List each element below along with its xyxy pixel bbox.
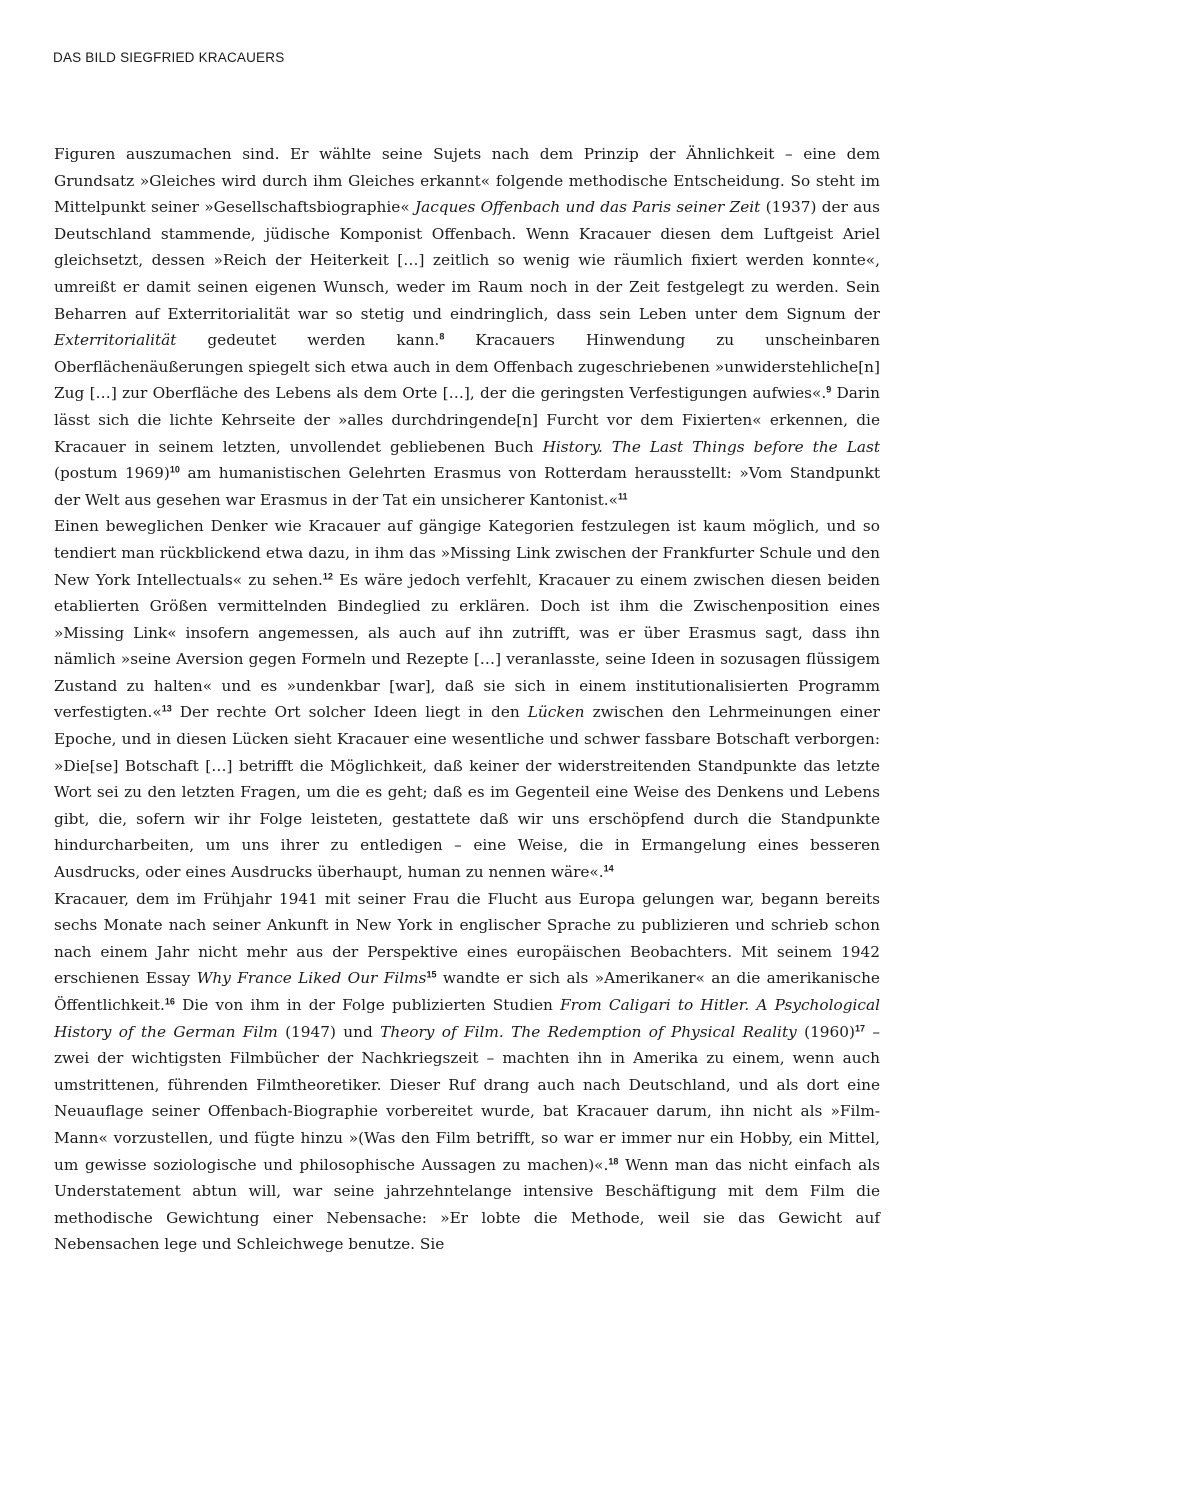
book-title: Why France Liked Our Films	[196, 969, 427, 988]
text-run: zwischen den Lehrmeinungen einer Epoche, und in diesen Lücken sieht Kracauer eine wesentliche und schwer fassbare Botschaft verborgen: »Die[se] Botschaft […] betrifft die Möglichkeit, daß keiner der widerstreitenden Standpunkte das letzte Wort sei zu den letzten Fragen, um die es geht; daß es im Gegenteil eine Weise des Denkens und Lebens gibt, die, sofern wir ihr Folge leisteten, gestattete daß wir uns erschöpfend durch die Standpunkte hindurcharbeiten, um uns ihrer zu entledigen – eine Weise, die in Ermangelung eines besseren Ausdrucks, oder eines Ausdrucks überhaupt, human zu nennen wäre«.	[54, 703, 880, 882]
footnote-ref-14: 14	[603, 863, 614, 874]
book-title: Jacques Offenbach und das Paris seiner Zeit	[414, 198, 761, 217]
book-title: From Caligari to Hitler. A Psychological History of the German Film	[54, 996, 880, 1041]
footnote-ref-16: 16	[164, 996, 175, 1007]
paragraph	[54, 513, 880, 885]
text-run: Einen beweglichen Denker wie Kracauer auf gängige Kategorien festzulegen ist kaum möglich, und so tendiert man rückblickend etwa dazu, in ihm das »Missing Link zwischen der Frankfurter Schule und den New York Intellectuals« zu sehen.	[54, 517, 880, 589]
book-title: Theory of Film. The Redemption of Physical Reality	[380, 1022, 797, 1041]
footnote-ref-8: 8	[439, 331, 445, 342]
text-run: Es wäre jedoch verfehlt, Kracauer zu einem zwischen diesen beiden etablierten Größen vermittelnden Bindeglied zu erklären. Doch ist ihm die Zwischenposition eines »Missing Link« insofern angemessen, als auch auf ihn zutrifft, was er über Erasmus sagt, dass ihn nämlich »seine Aversion gegen Formeln und Rezepte […] veranlasste, seine Ideen in sozusagen flüssigem Zustand zu halten« und es »undenkbar [war], daß sie sich in einem institutionalisierten Programm verfestigten.«	[54, 570, 880, 722]
footnote-ref-10: 10	[169, 464, 180, 475]
text-run: Kracauers Hinwendung zu unscheinbaren Oberflächenäußerungen spiegelt sich etwa auch in dem Offenbach zugeschriebenen »unwiderstehliche[n] Zug […] zur Oberfläche des Lebens als dem Orte […], der die geringsten Verfestigungen aufwies«.	[54, 331, 881, 403]
body-text	[54, 141, 880, 1258]
footnote-ref-9: 9	[826, 384, 832, 395]
footnote-ref-15: 15	[426, 970, 437, 981]
paragraph	[54, 141, 880, 513]
text-run: (1960)	[796, 1022, 855, 1041]
text-run: – zwei der wichtigsten Filmbücher der Nachkriegszeit – machten ihn in Amerika zu einem, wenn auch umstrittenen, führenden Filmtheoretiker. Dieser Ruf drang auch nach Deutschland, und als dort eine Neuauflage seiner Offenbach-Biographie vorbereitet wurde, bat Kracauer darum, ihn nicht als »Film-Mann« vorzustellen, und fügte hinzu »(Was den Film betrifft, so war er immer nur ein Hobby, ein Mittel, um gewisse soziologische und philosophische Aussagen zu machen)«.	[54, 1022, 881, 1174]
text-run: Darin lässt sich die lichte Kehrseite der »alles durchdringende[n] Furcht vor dem Fixierten« erkennen, die Kracauer in seinem letzten, unvollendet gebliebenen Buch	[54, 384, 880, 456]
text-run: wandte er sich als »Amerikaner« an die amerikanische Öffentlichkeit.	[54, 969, 880, 1014]
footnote-ref-12: 12	[322, 571, 333, 582]
footnote-ref-17: 17	[854, 1023, 865, 1034]
footnote-ref-13: 13	[161, 704, 172, 715]
running-head: DAS BILD SIEGFRIED KRACAUERS	[53, 50, 285, 65]
footnote-ref-11: 11	[618, 491, 628, 502]
text-run: Wenn man das nicht einfach als Understatement abtun will, war seine jahrzehntelange intensive Beschäftigung mit dem Film die methodische Gewichtung einer Nebensache: »Er lobte die Methode, weil sie das Gewicht auf Nebensachen lege und Schleichwege benutze. Sie	[54, 1155, 880, 1254]
emphasis: Exterritorialität	[54, 331, 177, 350]
text-run: (1937) der aus Deutschland stammende, jüdische Komponist Offenbach. Wenn Kracauer diesen dem Luftgeist Ariel gleichsetzt, dessen »Reich der Heiterkeit […] zeitlich so wenig wie räumlich fixiert werden konnte«, umreißt er damit seinen eigenen Wunsch, weder im Raum noch in der Zeit festgelegt zu werden. Sein Beharren auf Exterritorialität war so stetig und eindringlich, dass sein Leben unter dem Signum der	[54, 198, 880, 323]
text-run: Die von ihm in der Folge publizierten Studien	[174, 996, 561, 1014]
text-run: (postum 1969)	[54, 464, 170, 483]
text-run: Der rechte Ort solcher Ideen liegt in den	[171, 703, 528, 722]
text-run: am humanistischen Gelehrten Erasmus von Rotterdam herausstellt: »Vom Standpunkt der Welt aus gesehen war Erasmus in der Tat ein unsicherer Kantonist.«	[54, 464, 880, 509]
book-title: History. The Last Things before the Last	[542, 437, 881, 456]
text-run: Figuren auszumachen sind. Er wählte seine Sujets nach dem Prinzip der Ähnlichkeit – eine dem Grundsatz »Gleiches wird durch ihm Gleiches erkannt« folgende methodische Entscheidung. So steht im Mittelpunkt seiner »Gesellschaftsbiographie«	[54, 145, 880, 217]
text-run: (1947) und	[277, 1022, 381, 1041]
text-run: Kracauer, dem im Frühjahr 1941 mit seiner Frau die Flucht aus Europa gelungen war, begann bereits sechs Monate nach seiner Ankunft in New York in englischer Sprache zu publizieren und schrieb schon nach einem Jahr nicht mehr aus der Perspektive eines europäischen Beobachters. Mit seinem 1942 erschienen Essay	[54, 889, 880, 988]
emphasis: Lücken	[527, 703, 585, 722]
paragraph	[54, 886, 880, 1258]
text-run: gedeutet werden kann.	[176, 331, 440, 350]
footnote-ref-18: 18	[608, 1156, 619, 1167]
